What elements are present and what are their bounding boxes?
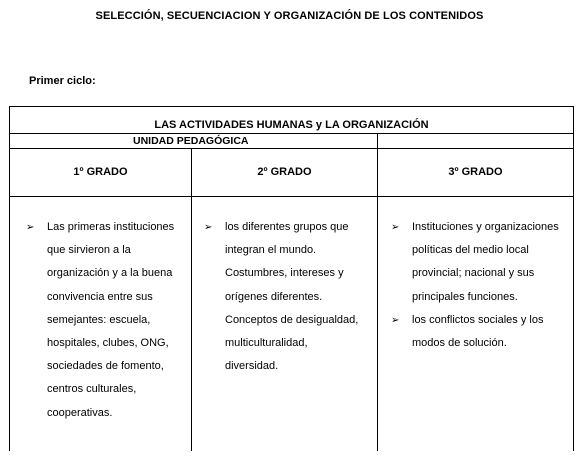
- list-item: [204, 216, 374, 378]
- arrow-bullet-icon: ➢: [391, 222, 400, 233]
- topic-bottom-rule: [9, 133, 574, 134]
- unit-bottom-rule: [9, 148, 574, 149]
- list-item-line: los diferentes grupos que: [225, 221, 349, 233]
- list-item-line: que sirvieron a la: [47, 244, 131, 257]
- list-item-line: Las primeras instituciones: [47, 221, 175, 233]
- arrow-bullet-icon: ➢: [391, 314, 400, 326]
- list-item-line: políticas del medio local: [412, 244, 529, 257]
- grade-3-header: 3º GRADO: [448, 166, 503, 178]
- list-item-line: principales funciones.: [412, 290, 518, 303]
- unit-label: UNIDAD PEDAGÓGICA: [133, 135, 249, 147]
- document-title: SELECCIÓN, SECUENCIACION Y ORGANIZACIÓN DE LOS CONTENIDOS: [95, 10, 484, 22]
- arrow-bullet-icon: ➢: [26, 222, 35, 233]
- column-divider-1: [191, 196, 192, 451]
- grade-2-contents: [204, 216, 374, 378]
- list-item-line: los conflictos sociales y los: [412, 313, 544, 326]
- bullet-list: [26, 216, 188, 425]
- list-item-line: diversidad.: [225, 360, 279, 373]
- list-item-line: organización y a la buena: [47, 267, 173, 280]
- grade-2-header: 2º GRADO: [257, 166, 312, 178]
- grade-3-contents: [391, 216, 571, 355]
- list-item-line: convivencia entre sus: [47, 290, 153, 303]
- list-item: [26, 216, 188, 425]
- list-item-line: hospitales, clubes, ONG,: [47, 337, 169, 350]
- list-item-line: Conceptos de desigualdad,: [225, 313, 359, 326]
- list-item: [391, 309, 571, 355]
- grade-1-header: 1º GRADO: [73, 166, 128, 178]
- list-item-line: integran el mundo.: [225, 244, 317, 257]
- list-item-line: provincial; nacional y sus: [412, 267, 535, 280]
- list-item-line: cooperativas.: [47, 406, 113, 419]
- list-item-line: Instituciones y organizaciones: [412, 221, 559, 233]
- grade-1-contents: [26, 216, 188, 425]
- list-item: [391, 216, 571, 309]
- list-item-line: semejantes: escuela,: [47, 313, 151, 326]
- list-item-line: multiculturalidad,: [225, 337, 308, 350]
- list-item-line: centros culturales,: [47, 383, 137, 396]
- topic-title: LAS ACTIVIDADES HUMANAS y LA ORGANIZACIÓN: [154, 119, 429, 131]
- list-item-line: Costumbres, intereses y: [225, 267, 344, 280]
- grade-header-bottom-rule: [9, 196, 574, 197]
- bullet-list: [204, 216, 374, 378]
- column-divider-2: [377, 133, 378, 451]
- list-item-line: modos de solución.: [412, 337, 507, 350]
- list-item-line: sociedades de fomento,: [47, 360, 164, 373]
- bullet-list: [391, 216, 571, 355]
- list-item-line: orígenes diferentes.: [225, 290, 323, 303]
- arrow-bullet-icon: ➢: [204, 222, 213, 233]
- section-label: Primer ciclo:: [29, 75, 96, 87]
